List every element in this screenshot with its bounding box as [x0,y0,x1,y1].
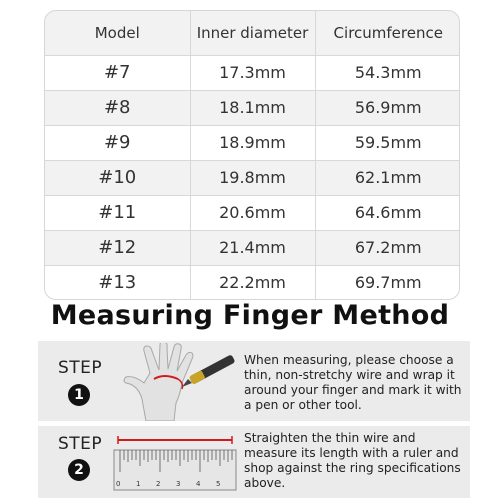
inner-diameter-cell: 22.2mm [190,265,315,300]
ruler-number: 2 [156,480,161,488]
table-row [45,90,460,125]
table-row [45,195,460,230]
step-2-label: STEP [58,434,103,454]
step-1-number-badge: 1 [68,384,90,406]
table-header-row [45,11,460,55]
inner-diameter-cell: 18.9mm [190,125,315,160]
circumference-cell: 62.1mm [315,160,460,195]
model-cell: #10 [45,160,190,195]
step-1-panel [38,341,470,421]
ring-size-table [44,10,460,300]
table-row [45,265,460,300]
section-title: Measuring Finger Method [50,300,450,331]
circumference-cell: 69.7mm [315,265,460,300]
hand-wrap-illustration [122,343,242,421]
model-cell: #12 [45,230,190,265]
inner-diameter-cell: 17.3mm [190,55,315,90]
step-2-panel [38,426,470,498]
hand-icon [124,343,193,421]
step-1-label: STEP [58,358,103,378]
circumference-cell: 64.6mm [315,195,460,230]
circumference-cell: 67.2mm [315,230,460,265]
inner-diameter-cell: 18.1mm [190,90,315,125]
ruler-illustration [112,432,238,494]
ruler-number: 5 [216,480,221,488]
step-2-number-badge: 2 [68,459,90,481]
table-row [45,125,460,160]
inner-diameter-cell: 21.4mm [190,230,315,265]
header-circumference: Circumference [315,11,460,55]
inner-diameter-cell: 20.6mm [190,195,315,230]
table-row [45,55,460,90]
ruler-number: 3 [176,480,181,488]
circumference-cell: 59.5mm [315,125,460,160]
model-cell: #11 [45,195,190,230]
circumference-cell: 54.3mm [315,55,460,90]
model-cell: #8 [45,90,190,125]
size-chart [45,11,460,300]
model-cell: #9 [45,125,190,160]
ruler-number: 1 [136,480,141,488]
ruler-number: 0 [116,480,121,488]
ruler-number: 4 [196,480,201,488]
inner-diameter-cell: 19.8mm [190,160,315,195]
step-2-text: Straighten the thin wire and measure its length with a ruler and shop against the ring specifications above. [244,431,461,490]
model-cell: #7 [45,55,190,90]
wire-line [118,436,232,444]
header-model: Model [45,11,190,55]
table-row [45,230,460,265]
header-inner-diameter: Inner diameter [190,11,315,55]
step-1-text: When measuring, please choose a thin, non-stretchy wire and wrap it around your finger and mark it with a pen or other tool. [244,353,462,412]
table-row [45,160,460,195]
model-cell: #13 [45,265,190,300]
circumference-cell: 56.9mm [315,90,460,125]
